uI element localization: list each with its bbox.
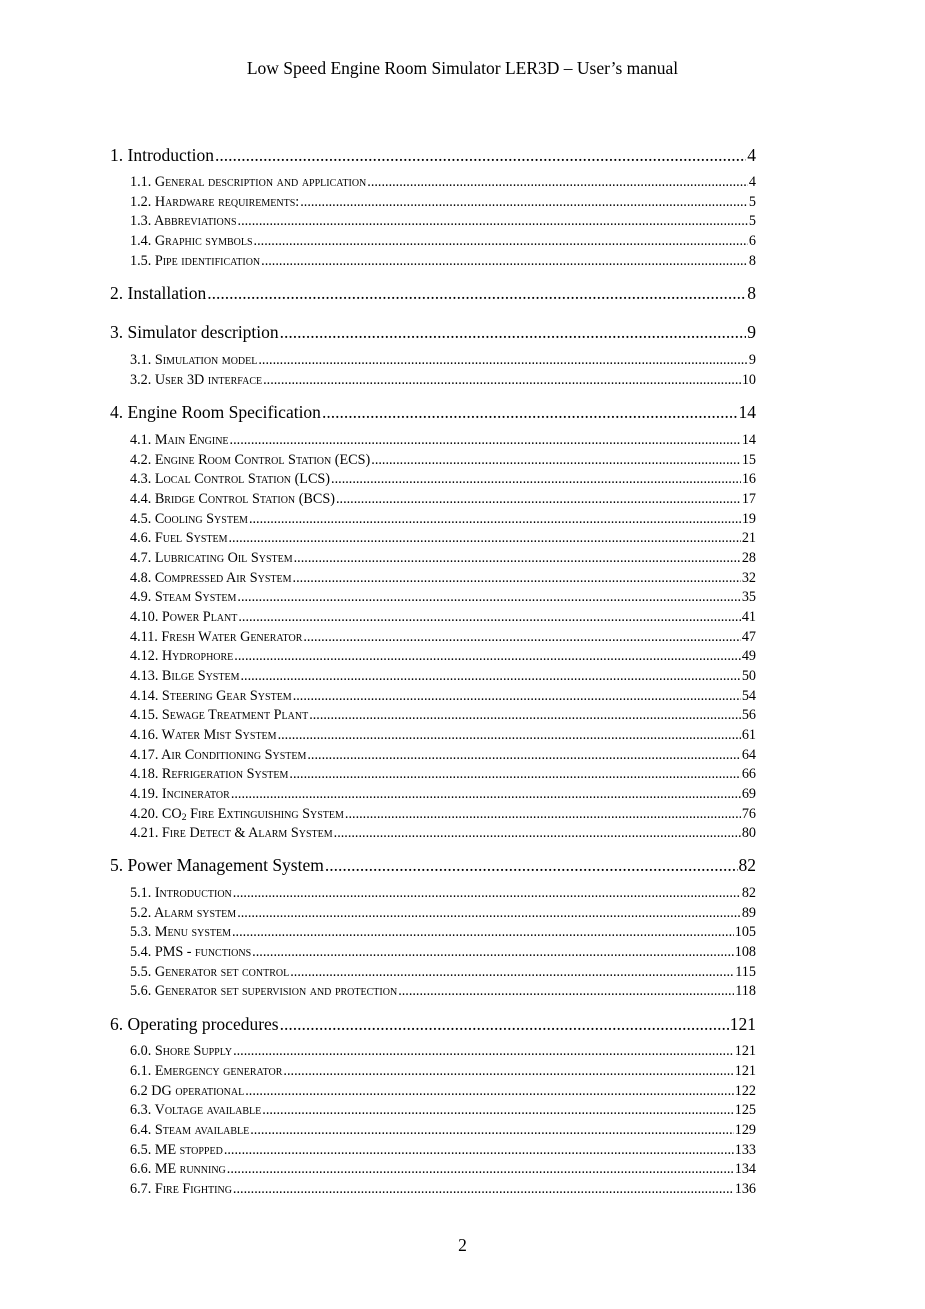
toc-entry-label: 6.5. ME stopped [130, 1142, 223, 1158]
toc-page-number: 5 [748, 213, 756, 229]
toc-entry-title [110, 321, 279, 343]
dot-leader [258, 351, 748, 369]
toc-entry-label: 1. Introduction [110, 145, 215, 165]
dot-leader [280, 321, 747, 343]
toc-entry-label: 3.2. User 3D interface [130, 372, 263, 388]
toc-subsection-entry[interactable] [110, 549, 756, 567]
toc-entry-label: 5.1. Introduction [130, 885, 232, 901]
toc-entry-title [130, 667, 239, 685]
toc-entry-label: 4.13. Bilge System [130, 668, 240, 684]
toc-entry-title [130, 628, 302, 646]
toc-entry-label: 4.11. Fresh Water Generator [130, 629, 303, 645]
toc-page-number: 56 [741, 707, 756, 723]
dot-leader [325, 854, 738, 876]
toc-entry-title [130, 923, 231, 941]
toc-entry-label: 1.3. Abbreviations [130, 213, 237, 229]
toc-page-number: 16 [741, 471, 756, 487]
toc-page-number: 19 [741, 511, 756, 527]
dot-leader [345, 805, 741, 823]
toc-entry-title [130, 1121, 249, 1139]
toc-subsection-entry[interactable] [110, 588, 756, 606]
toc-page-number: 9 [747, 322, 756, 342]
toc-entry-title [130, 371, 262, 389]
toc-entry-label: 4.3. Local Control Station (LCS) [130, 471, 331, 487]
toc-subsection-entry[interactable] [110, 470, 756, 488]
toc-entry-title [130, 824, 333, 842]
toc-entry-label: 6.7. Fire Fighting [130, 1181, 232, 1197]
toc-page-number: 122 [734, 1083, 756, 1099]
toc-entry-title [130, 451, 370, 469]
dot-leader [252, 943, 734, 961]
table-of-contents [110, 0, 756, 1309]
dot-leader [215, 144, 746, 166]
toc-entry-label: 4. Engine Room Specification [110, 402, 321, 422]
toc-subsection-entry[interactable] [110, 608, 756, 626]
toc-page-number: 121 [734, 1043, 756, 1059]
toc-page-number: 6 [748, 233, 756, 249]
toc-entry-title [110, 144, 214, 166]
dot-leader [398, 982, 734, 1000]
dot-leader [245, 1082, 734, 1100]
toc-entry-title [130, 982, 397, 1000]
dot-leader [237, 904, 741, 922]
toc-entry-label: 5.6. Generator set supervision and protection [130, 983, 398, 999]
dot-leader [283, 1062, 733, 1080]
toc-page-number: 66 [741, 766, 756, 782]
toc-subsection-entry[interactable] [110, 212, 756, 230]
dot-leader [234, 647, 741, 665]
toc-page-number: 4 [747, 145, 756, 165]
toc-subsection-entry[interactable] [110, 1160, 756, 1178]
toc-page-number: 69 [741, 786, 756, 802]
toc-page-number: 10 [741, 372, 756, 388]
toc-subsection-entry[interactable] [110, 824, 756, 842]
toc-entry-title [130, 193, 299, 211]
toc-subsection-entry[interactable] [110, 173, 756, 191]
dot-leader [322, 401, 738, 423]
toc-subsection-entry[interactable] [110, 252, 756, 270]
toc-entry-label: 1.4. Graphic symbols [130, 233, 253, 249]
toc-subsection-entry[interactable] [110, 1180, 756, 1198]
toc-entry-title [130, 904, 236, 922]
toc-subsection-entry[interactable] [110, 371, 756, 389]
toc-entry-title [110, 854, 324, 876]
toc-entry-label: 6.3. Voltage available [130, 1102, 262, 1118]
toc-subsection-entry[interactable] [110, 351, 756, 369]
toc-entry-title [130, 687, 292, 705]
toc-subsection-entry[interactable] [110, 510, 756, 528]
toc-page-number: 82 [741, 885, 756, 901]
toc-entry-title [130, 746, 306, 764]
toc-page-number: 108 [734, 944, 756, 960]
toc-entry-label: 3. Simulator description [110, 322, 279, 342]
toc-subsection-entry[interactable] [110, 667, 756, 685]
toc-entry-title [130, 549, 293, 567]
toc-entry-label: 2. Installation [110, 283, 207, 303]
dot-leader [249, 510, 741, 528]
toc-entry-title [130, 1180, 232, 1198]
dot-leader [224, 1141, 734, 1159]
dot-leader [230, 431, 741, 449]
toc-subsection-entry[interactable] [110, 963, 756, 981]
toc-entry-label: 6.6. ME running [130, 1161, 226, 1177]
toc-page-number: 121 [729, 1014, 756, 1034]
toc-entry-title [130, 785, 230, 803]
toc-subsection-entry[interactable] [110, 1082, 756, 1100]
toc-entry-title [130, 943, 251, 961]
toc-page-number: 54 [741, 688, 756, 704]
dot-leader [262, 1101, 733, 1119]
toc-page-number: 5 [748, 194, 756, 210]
toc-entry-title [130, 726, 277, 744]
toc-entry-title [130, 351, 257, 369]
dot-leader [207, 282, 746, 304]
toc-page-number: 9 [748, 352, 756, 368]
toc-subsection-entry[interactable] [110, 193, 756, 211]
toc-subsection-entry[interactable] [110, 706, 756, 724]
dot-leader [280, 1013, 729, 1035]
toc-subsection-entry[interactable] [110, 726, 756, 744]
toc-entry-label: 6. Operating procedures [110, 1014, 279, 1034]
toc-page-number: 76 [741, 806, 756, 822]
dot-leader [294, 549, 741, 567]
toc-subsection-entry[interactable] [110, 904, 756, 922]
dot-leader [331, 470, 741, 488]
toc-page-number: 129 [734, 1122, 756, 1138]
toc-subsection-entry[interactable] [110, 923, 756, 941]
toc-subsection-entry[interactable] [110, 1062, 756, 1080]
toc-page-number: 118 [735, 983, 756, 999]
toc-entry-title [130, 470, 330, 488]
toc-entry-title [130, 608, 237, 626]
toc-subsection-entry[interactable] [110, 628, 756, 646]
toc-entry-label: 4.20. CO [130, 806, 182, 822]
toc-entry-title [130, 765, 288, 783]
toc-entry-label: 5.5. Generator set control [130, 964, 290, 980]
toc-entry-title [110, 282, 206, 304]
toc-entry-title [130, 647, 233, 665]
toc-entry-title [130, 1082, 244, 1100]
toc-entry-title [130, 529, 228, 547]
dot-leader [293, 687, 741, 705]
toc-entry-title [110, 401, 321, 423]
toc-subsection-entry[interactable] [110, 765, 756, 783]
toc-page-number: 82 [738, 855, 756, 875]
toc-entry-label-continued: Fire Extinguishing System [186, 806, 344, 822]
toc-entry-label: 4.5. Cooling System [130, 511, 248, 527]
dot-leader [293, 569, 741, 587]
toc-page-number: 125 [734, 1102, 756, 1118]
toc-subsection-entry[interactable] [110, 490, 756, 508]
toc-entry-label: 6.2 DG operational [130, 1083, 245, 1099]
toc-entry-label: 6.1. Emergency generator [130, 1063, 283, 1079]
toc-entry-title [130, 212, 237, 230]
dot-leader [233, 1042, 734, 1060]
dot-leader [233, 884, 741, 902]
toc-subsection-entry[interactable] [110, 569, 756, 587]
toc-entry-label: 6.0. Shore Supply [130, 1043, 233, 1059]
toc-entry-label: 5. Power Management System [110, 855, 324, 875]
toc-entry-title [130, 173, 366, 191]
toc-subsection-entry[interactable] [110, 431, 756, 449]
toc-entry-label: 5.3. Menu system [130, 924, 231, 940]
dot-leader [254, 232, 748, 250]
toc-entry-label: 1.2. Hardware requirements: [130, 194, 300, 210]
dot-leader [263, 371, 741, 389]
toc-entry-label: 4.19. Incinerator [130, 786, 230, 802]
toc-subsection-entry[interactable] [110, 785, 756, 803]
toc-page-number: 89 [741, 905, 756, 921]
toc-page-number: 64 [741, 747, 756, 763]
dot-leader [229, 529, 741, 547]
dot-leader [307, 746, 740, 764]
toc-subsection-entry[interactable] [110, 1101, 756, 1119]
toc-section-entry[interactable] [110, 1013, 756, 1035]
toc-section-entry[interactable] [110, 282, 756, 304]
toc-section-entry[interactable] [110, 321, 756, 343]
dot-leader [250, 1121, 733, 1139]
dot-leader [237, 588, 740, 606]
toc-subsection-entry[interactable] [110, 884, 756, 902]
toc-entry-title [130, 1062, 282, 1080]
toc-entry-subscript: 2 [181, 811, 187, 823]
toc-page-number: 134 [734, 1161, 756, 1177]
dot-leader [240, 667, 740, 685]
toc-entry-label: 5.4. PMS - functions [130, 944, 252, 960]
toc-subsection-entry[interactable] [110, 647, 756, 665]
toc-entry-title [130, 510, 248, 528]
dot-leader [309, 706, 741, 724]
toc-page-number: 50 [741, 668, 756, 684]
toc-subsection-entry[interactable] [110, 805, 756, 823]
dot-leader [227, 1160, 734, 1178]
toc-entry-label: 4.1. Main Engine [130, 432, 229, 448]
dot-leader [231, 785, 741, 803]
toc-page-number: 61 [741, 727, 756, 743]
toc-entry-title [130, 588, 236, 606]
toc-subsection-entry[interactable] [110, 746, 756, 764]
page-number: 2 [458, 1235, 467, 1255]
toc-subsection-entry[interactable] [110, 1042, 756, 1060]
toc-section-entry[interactable] [110, 144, 756, 166]
toc-entry-label: 4.16. Water Mist System [130, 727, 277, 743]
toc-entry-title [130, 963, 289, 981]
toc-page-number: 14 [741, 432, 756, 448]
dot-leader [334, 824, 741, 842]
toc-entry-label: 4.10. Power Plant [130, 609, 238, 625]
dot-leader [300, 193, 748, 211]
toc-entry-title [130, 1101, 261, 1119]
toc-page-number: 4 [748, 174, 756, 190]
toc-entry-label: 4.8. Compressed Air System [130, 570, 292, 586]
toc-page-number: 121 [734, 1063, 756, 1079]
dot-leader [367, 173, 748, 191]
toc-entry-label: 4.15. Sewage Treatment Plant [130, 707, 309, 723]
dot-leader [238, 608, 740, 626]
toc-subsection-entry[interactable] [110, 943, 756, 961]
toc-page-number: 32 [741, 570, 756, 586]
toc-page-number: 47 [741, 629, 756, 645]
toc-entry-label: 4.4. Bridge Control Station (BCS) [130, 491, 335, 507]
toc-entry-title [130, 490, 335, 508]
toc-page-number: 136 [734, 1181, 756, 1197]
toc-page-number: 133 [734, 1142, 756, 1158]
toc-entry-label: 1.1. General description and application [130, 174, 367, 190]
toc-subsection-entry[interactable] [110, 451, 756, 469]
toc-page-number: 80 [741, 825, 756, 841]
toc-subsection-entry[interactable] [110, 982, 756, 1000]
toc-entry-title [110, 1013, 279, 1035]
toc-subsection-entry[interactable] [110, 232, 756, 250]
toc-entry-label: 4.14. Steering Gear System [130, 688, 292, 704]
toc-entry-label: 4.18. Refrigeration System [130, 766, 289, 782]
toc-entry-label: 4.2. Engine Room Control Station (ECS) [130, 452, 371, 468]
toc-subsection-entry[interactable] [110, 687, 756, 705]
dot-leader [233, 1180, 734, 1198]
toc-entry-title [130, 1141, 223, 1159]
toc-page-number: 17 [741, 491, 756, 507]
toc-entry-title [130, 1160, 226, 1178]
toc-entry-label: 1.5. Pipe identification [130, 253, 261, 269]
toc-entry-label: 4.7. Lubricating Oil System [130, 550, 293, 566]
toc-entry-label: 4.12. Hydrophore [130, 648, 234, 664]
toc-section-entry[interactable] [110, 854, 756, 876]
toc-entry-title [130, 431, 229, 449]
dot-leader [232, 923, 734, 941]
toc-page-number: 35 [741, 589, 756, 605]
dot-leader [278, 726, 741, 744]
toc-entry-title [130, 884, 232, 902]
toc-entry-title [130, 706, 308, 724]
toc-page-number: 15 [741, 452, 756, 468]
toc-subsection-entry[interactable] [110, 1141, 756, 1159]
toc-entry-title [130, 1042, 232, 1060]
toc-page-number: 105 [734, 924, 756, 940]
toc-section-entry[interactable] [110, 401, 756, 423]
toc-entry-label: 4.17. Air Conditioning System [130, 747, 307, 763]
toc-page-number: 49 [741, 648, 756, 664]
toc-entry-label: 6.4. Steam available [130, 1122, 250, 1138]
toc-entry-title [130, 252, 260, 270]
toc-page-number: 41 [741, 609, 756, 625]
dot-leader [303, 628, 740, 646]
page-header: Low Speed Engine Room Simulator LER3D – User’s manual [246, 58, 679, 78]
toc-page-number: 8 [748, 253, 756, 269]
toc-subsection-entry[interactable] [110, 1121, 756, 1139]
toc-entry-title [130, 232, 253, 250]
toc-page-number: 21 [741, 530, 756, 546]
dot-leader [289, 765, 740, 783]
toc-entry-label: 5.2. Alarm system [130, 905, 237, 921]
dot-leader [261, 252, 748, 270]
toc-entry-label: 4.6. Fuel System [130, 530, 228, 546]
toc-page-number: 28 [741, 550, 756, 566]
toc-entry-label: 3.1. Simulation model [130, 352, 258, 368]
toc-subsection-entry[interactable] [110, 529, 756, 547]
toc-page-number: 115 [735, 964, 756, 980]
toc-entry-title [130, 569, 292, 587]
dot-leader [371, 451, 741, 469]
toc-page-number: 8 [747, 283, 756, 303]
toc-entry-label: 4.9. Steam System [130, 589, 237, 605]
dot-leader [290, 963, 734, 981]
dot-leader [336, 490, 741, 508]
toc-page-number: 14 [738, 402, 756, 422]
dot-leader [238, 212, 748, 230]
toc-entry-label: 4.21. Fire Detect & Alarm System [130, 825, 333, 841]
